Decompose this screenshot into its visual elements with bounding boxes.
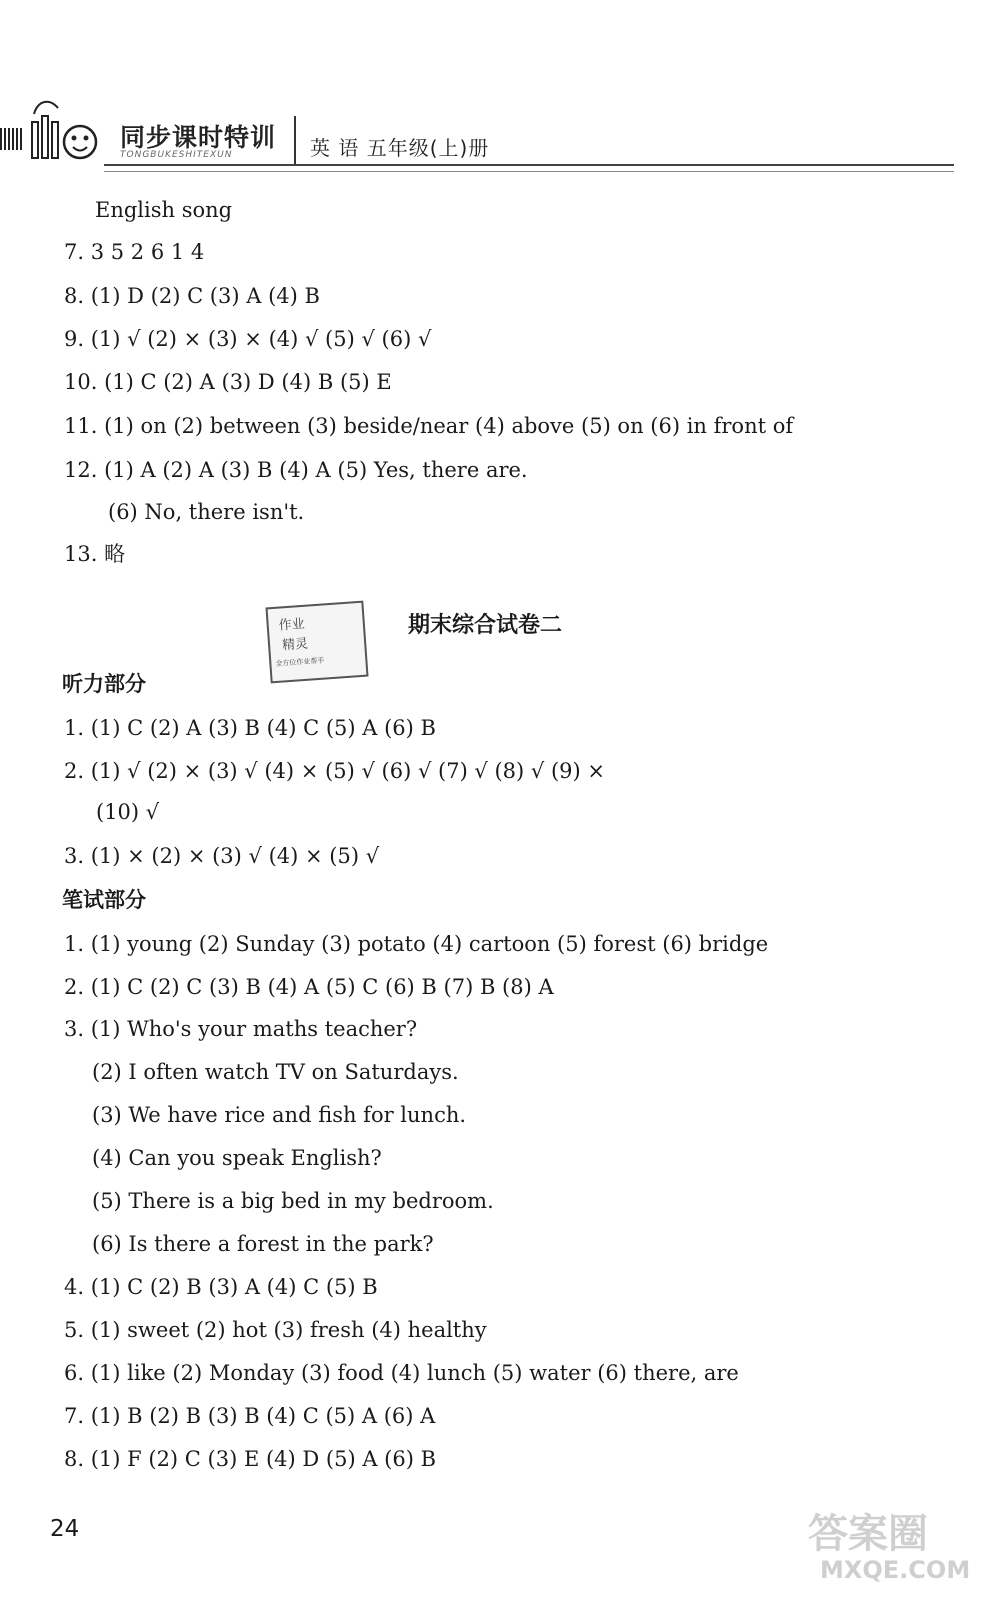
answer-line: 3. (1) × (2) × (3) √ (4) × (5) √ (64, 844, 380, 868)
logo-bars-icon (0, 128, 22, 150)
answer-line: (4) Can you speak English? (92, 1146, 382, 1170)
answer-line: English song (95, 198, 233, 222)
answer-line: 8. (1) F (2) C (3) E (4) D (5) A (6) B (64, 1447, 437, 1471)
answer-line: 10. (1) C (2) A (3) D (4) B (5) E (64, 370, 392, 394)
homework-stamp: 作业 精灵 全方位作业帮手 (265, 601, 368, 684)
answer-line: 12. (1) A (2) A (3) B (4) A (5) Yes, there are. (64, 458, 528, 482)
answer-line: 9. (1) √ (2) × (3) × (4) √ (5) √ (6) √ (64, 327, 432, 351)
answer-line: 1. (1) C (2) A (3) B (4) C (5) A (6) B (64, 716, 436, 740)
answer-line: 13. 略 (64, 542, 126, 566)
header-title: 同步课时特训 (120, 123, 277, 152)
exam-title: 期末综合试卷二 (408, 613, 563, 638)
answer-line: 7. (1) B (2) B (3) B (4) C (5) A (6) A (64, 1404, 436, 1428)
answer-line: 3. (1) Who's your maths teacher? (64, 1017, 418, 1041)
answer-line: 11. (1) on (2) between (3) beside/near (4) above (5) on (6) in front of (64, 414, 794, 438)
answer-line: 1. (1) young (2) Sunday (3) potato (4) cartoon (5) forest (6) bridge (64, 932, 769, 956)
answer-line: (5) There is a big bed in my bedroom. (92, 1189, 494, 1213)
answer-line: 2. (1) √ (2) × (3) √ (4) × (5) √ (6) √ (7) √ (8) √ (9) × (64, 759, 605, 783)
header-subtitle: TONGBUKESHITEXUN (120, 150, 233, 160)
answer-line: 8. (1) D (2) C (3) A (4) B (64, 284, 320, 308)
answer-line: 2. (1) C (2) C (3) B (4) A (5) C (6) B (7) B (8) A (64, 975, 554, 999)
header-subject: 英 语 五年级(上)册 (310, 136, 490, 160)
answer-line: (2) I often watch TV on Saturdays. (92, 1060, 459, 1084)
written-heading: 笔试部分 (62, 888, 146, 912)
page-header (0, 88, 960, 172)
header-divider (294, 116, 296, 166)
watermark-url: MXQE.COM (820, 1556, 971, 1584)
listening-heading: 听力部分 (62, 672, 146, 696)
answer-line: (6) Is there a forest in the park? (92, 1232, 434, 1256)
answer-line: 5. (1) sweet (2) hot (3) fresh (4) healthy (64, 1318, 487, 1342)
answer-line: (3) We have rice and fish for lunch. (92, 1103, 467, 1127)
answer-line: 6. (1) like (2) Monday (3) food (4) lunch (5) water (6) there, are (64, 1361, 739, 1385)
answer-line: 7. 3 5 2 6 1 4 (64, 240, 205, 264)
answer-line: (6) No, there isn't. (108, 500, 305, 524)
page-number: 24 (50, 1516, 80, 1542)
watermark-logo: 答案圈 (808, 1511, 928, 1557)
answer-line: (10) √ (96, 800, 160, 824)
mascot-logo-icon (28, 92, 100, 164)
header-rule (104, 164, 954, 172)
answer-line: 4. (1) C (2) B (3) A (4) C (5) B (64, 1275, 378, 1299)
